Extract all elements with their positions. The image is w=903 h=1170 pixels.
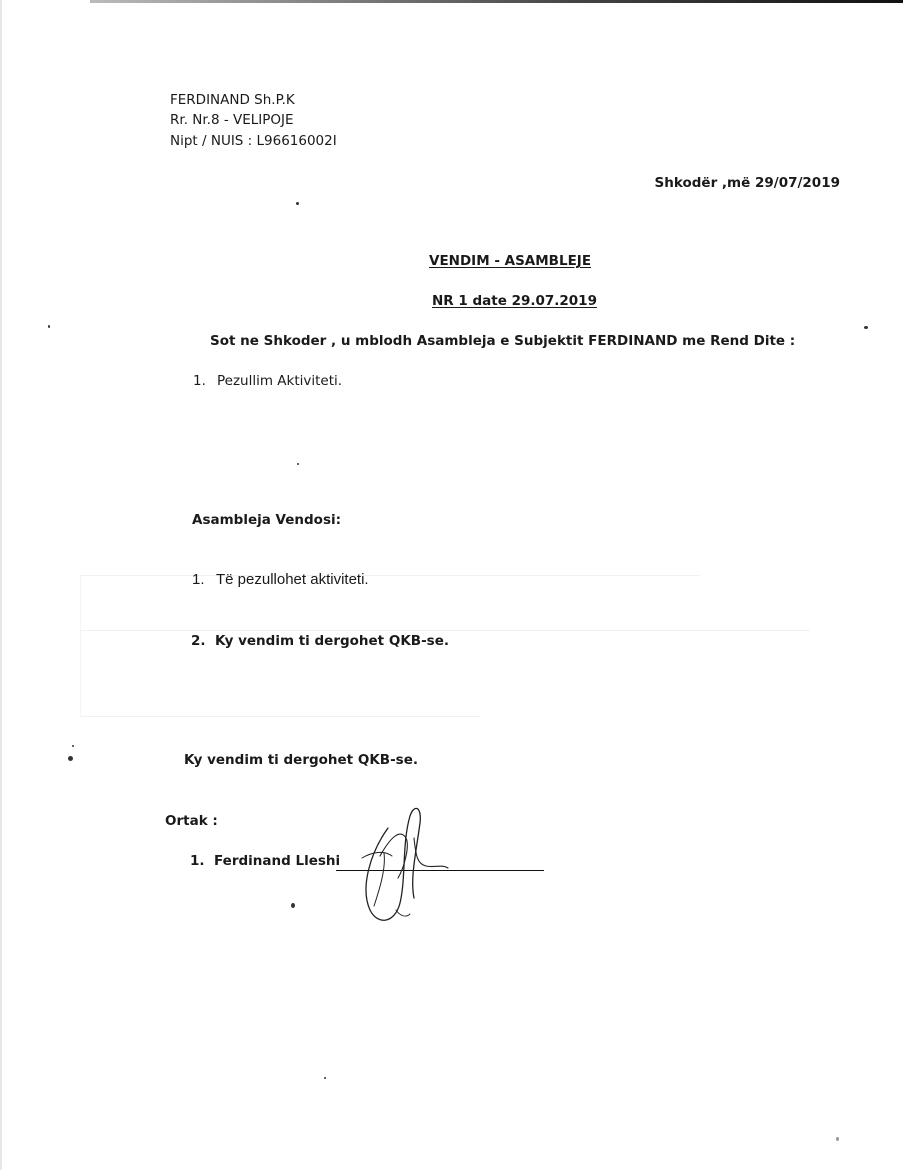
place-date: Shkodër ,më 29/07/2019	[654, 175, 840, 191]
agenda-item	[193, 373, 342, 389]
decision-item-text: Ky vendim ti dergohet QKB-se.	[215, 633, 449, 649]
scan-speck	[48, 325, 50, 328]
company-name: FERDINAND Sh.P.K	[170, 92, 295, 108]
document-number: NR 1 date 29.07.2019	[432, 293, 597, 309]
decision-item-number: 2.	[191, 633, 206, 649]
document-title: VENDIM - ASAMBLEJE	[429, 253, 592, 269]
agenda-item-text: Pezullim Aktiviteti.	[217, 373, 343, 389]
scan-speck	[324, 1077, 326, 1079]
decision-item	[192, 572, 369, 588]
signature-scribble	[340, 798, 460, 928]
closing-text: Ky vendim ti dergohet QKB-se.	[184, 752, 418, 768]
partner-name: Ferdinand Lleshi	[214, 853, 341, 869]
scan-speck	[72, 745, 74, 747]
decision-item-text: Të pezullohet aktiviteti.	[216, 571, 369, 588]
partner-heading: Ortak :	[165, 813, 218, 829]
scan-artifact-line	[80, 575, 700, 576]
scan-speck	[296, 202, 299, 205]
company-address: Rr. Nr.8 - VELIPOJE	[170, 112, 294, 128]
company-nipt: Nipt / NUIS : L96616002I	[170, 133, 337, 149]
scan-speck	[297, 463, 299, 465]
scan-artifact-line	[80, 716, 480, 717]
scan-speck	[291, 903, 295, 908]
partner-item	[190, 853, 340, 869]
partner-item-number: 1.	[190, 853, 205, 869]
scan-edge-left	[0, 0, 2, 1170]
intro-text: Sot ne Shkoder , u mblodh Asambleja e Subjektit FERDINAND me Rend Dite :	[210, 333, 796, 349]
scan-artifact-line	[80, 575, 81, 717]
agenda-item-number: 1.	[193, 373, 206, 389]
scan-speck	[836, 1137, 839, 1141]
scan-edge	[90, 0, 903, 3]
scan-speck	[864, 326, 868, 329]
scan-speck	[68, 756, 73, 761]
decision-item-number: 1.	[192, 571, 205, 588]
scan-artifact-line	[80, 630, 810, 631]
decided-heading: Asambleja Vendosi:	[192, 512, 342, 528]
decision-item	[191, 633, 449, 649]
